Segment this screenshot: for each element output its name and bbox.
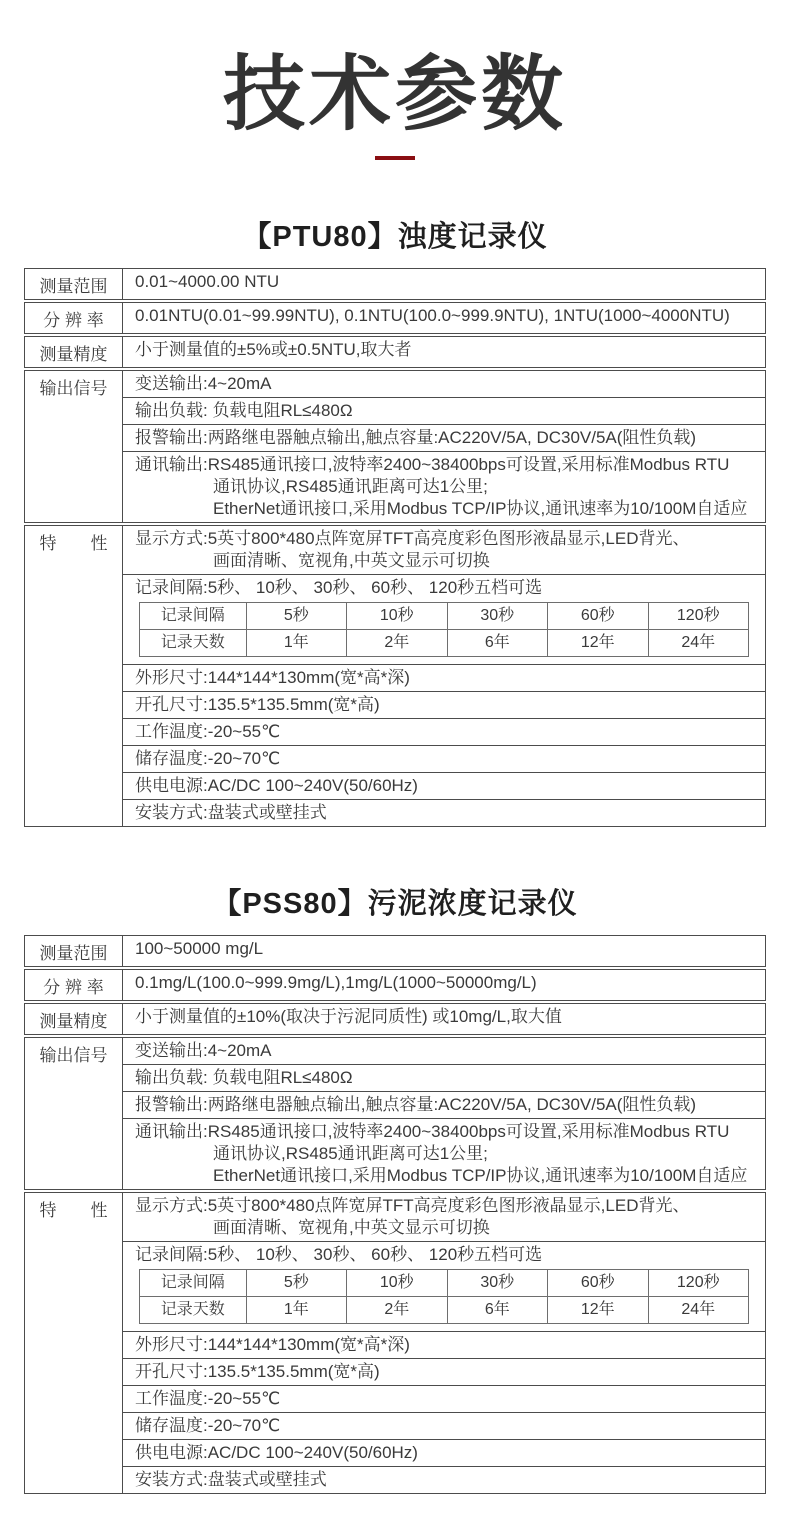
record-interval-table [139, 602, 749, 657]
spec-item [123, 1385, 765, 1412]
spec-item [123, 1358, 765, 1385]
spec-item [123, 799, 765, 826]
section-title: 【PSS80】污泥浓度记录仪 [212, 888, 578, 921]
spec-item [123, 970, 765, 996]
spec-text: 供电电源:AC/DC 100~240V(50/60Hz) [135, 776, 418, 796]
spec-text: 报警输出:两路继电器触点输出,触点容量:AC220V/5A, DC30V/5A(阻性负载) [135, 428, 697, 448]
spec-item [123, 451, 765, 522]
spec-text: 显示方式:5英寸800*480点阵宽屏TFT高亮度彩色图形液晶显示,LED背光、 [135, 529, 690, 549]
record-table-row [140, 603, 749, 630]
record-table-cell: 120秒 [648, 1270, 749, 1297]
record-table-cell: 2年 [347, 630, 447, 657]
spec-text: 0.1mg/L(100.0~999.9mg/L),1mg/L(1000~50000mg/L) [135, 973, 537, 993]
spec-item [123, 772, 765, 799]
record-table-header-cell: 记录天数 [140, 630, 247, 657]
spec-text: 输出负载: 负载电阻RL≤480Ω [135, 401, 353, 421]
spec-row-label: 测量精度 [25, 1004, 123, 1034]
record-table-cell: 2年 [347, 1297, 447, 1324]
spec-row-values [123, 970, 765, 1000]
spec-row-values [123, 1038, 765, 1189]
spec-item [123, 936, 765, 962]
spec-item [123, 1038, 765, 1064]
spec-table [24, 935, 766, 1494]
spec-item [123, 1064, 765, 1091]
spec-text: 通讯输出:RS485通讯接口,波特率2400~38400bps可设置,采用标准Modbus RTU [135, 455, 730, 475]
spec-row-values [123, 371, 765, 522]
spec-item [123, 1241, 765, 1331]
spec-item [123, 1091, 765, 1118]
record-table-cell: 6年 [447, 1297, 547, 1324]
spec-item [123, 424, 765, 451]
spec-text: 显示方式:5英寸800*480点阵宽屏TFT高亮度彩色图形液晶显示,LED背光、 [135, 1196, 690, 1216]
section-title: 【PTU80】浊度记录仪 [242, 221, 548, 254]
spec-item [123, 745, 765, 772]
spec-text: 小于测量值的±5%或±0.5NTU,取大者 [135, 340, 412, 360]
spec-text: 0.01NTU(0.01~99.99NTU), 0.1NTU(100.0~999.9NTU), 1NTU(1000~4000NTU) [135, 306, 730, 326]
record-table-cell: 1年 [246, 630, 346, 657]
spec-text: 通讯输出:RS485通讯接口,波特率2400~38400bps可设置,采用标准Modbus RTU [135, 1122, 730, 1142]
spec-item [123, 397, 765, 424]
spec-row-values [123, 269, 765, 299]
spec-text: 储存温度:-20~70℃ [135, 749, 281, 769]
spec-text: 工作温度:-20~55℃ [135, 1389, 281, 1409]
spec-text: 画面清晰、宽视角,中英文显示可切换 [213, 1218, 490, 1238]
record-table-cell: 30秒 [447, 603, 547, 630]
spec-row-label: 输出信号 [25, 371, 123, 522]
record-interval-table [139, 1269, 749, 1324]
spec-item [123, 718, 765, 745]
spec-row-values [123, 337, 765, 367]
spec-row-label: 分 辨 率 [25, 303, 123, 333]
spec-text: 输出负载: 负载电阻RL≤480Ω [135, 1068, 353, 1088]
record-table-cell: 10秒 [347, 603, 447, 630]
spec-row-label: 输出信号 [25, 1038, 123, 1189]
record-table-row [140, 1297, 749, 1324]
record-table-cell: 5秒 [246, 603, 346, 630]
record-table-cell: 10秒 [347, 1270, 447, 1297]
spec-row-label: 特 性 [25, 1193, 123, 1493]
spec-text: 记录间隔:5秒、 10秒、 30秒、 60秒、 120秒五档可选 [135, 578, 543, 598]
spec-text: 记录间隔:5秒、 10秒、 30秒、 60秒、 120秒五档可选 [135, 1245, 543, 1265]
spec-text: 供电电源:AC/DC 100~240V(50/60Hz) [135, 1443, 418, 1463]
spec-row-label: 分 辨 率 [25, 970, 123, 1000]
spec-item [123, 1193, 765, 1241]
spec-row-values [123, 1004, 765, 1034]
record-table-cell: 12年 [548, 1297, 648, 1324]
spec-text: 变送输出:4~20mA [135, 374, 272, 394]
spec-text: 工作温度:-20~55℃ [135, 722, 281, 742]
spec-text: 画面清晰、宽视角,中英文显示可切换 [213, 551, 490, 571]
spec-item [123, 691, 765, 718]
spec-text: 外形尺寸:144*144*130mm(宽*高*深) [135, 1335, 410, 1355]
record-table-cell: 60秒 [548, 1270, 648, 1297]
spec-text: 报警输出:两路继电器触点输出,触点容量:AC220V/5A, DC30V/5A(阻性负载) [135, 1095, 697, 1115]
spec-text: 0.01~4000.00 NTU [135, 272, 280, 292]
record-table-cell: 120秒 [648, 603, 749, 630]
spec-text: EtherNet通讯接口,采用Modbus TCP/IP协议,通讯速率为10/100M自适应 [213, 499, 748, 519]
spec-item [123, 1004, 765, 1030]
spec-item [123, 1466, 765, 1493]
record-table-header-cell: 记录间隔 [140, 1270, 247, 1297]
record-table-header-cell: 记录间隔 [140, 603, 247, 630]
title-divider [375, 156, 415, 160]
spec-text: 开孔尺寸:135.5*135.5mm(宽*高) [135, 695, 380, 715]
spec-row [24, 935, 766, 967]
spec-row-label: 特 性 [25, 526, 123, 826]
spec-row-label: 测量范围 [25, 936, 123, 966]
spec-row-values [123, 303, 765, 333]
spec-row [24, 302, 766, 334]
record-table-cell: 24年 [648, 630, 749, 657]
spec-row [24, 1003, 766, 1035]
spec-row [24, 336, 766, 368]
spec-item [123, 303, 765, 329]
spec-row-values [123, 1193, 765, 1493]
spec-item [123, 1331, 765, 1358]
spec-row [24, 370, 766, 523]
spec-row [24, 969, 766, 1001]
spec-text: 通讯协议,RS485通讯距离可达1公里; [213, 1144, 488, 1164]
spec-item [123, 269, 765, 295]
spec-text: 100~50000 mg/L [135, 939, 264, 959]
record-table-cell: 1年 [246, 1297, 346, 1324]
spec-row-label: 测量范围 [25, 269, 123, 299]
spec-item [123, 526, 765, 574]
spec-item [123, 371, 765, 397]
spec-item [123, 1412, 765, 1439]
spec-item [123, 1439, 765, 1466]
spec-table [24, 268, 766, 827]
record-table-cell: 6年 [447, 630, 547, 657]
record-table-cell: 60秒 [548, 603, 648, 630]
spec-text: 外形尺寸:144*144*130mm(宽*高*深) [135, 668, 410, 688]
spec-item [123, 1118, 765, 1189]
spec-row [24, 525, 766, 827]
record-table-cell: 12年 [548, 630, 648, 657]
spec-text: 安装方式:盘装式或壁挂式 [135, 803, 327, 823]
spec-text: 开孔尺寸:135.5*135.5mm(宽*高) [135, 1362, 380, 1382]
record-table-row [140, 630, 749, 657]
spec-row-label: 测量精度 [25, 337, 123, 367]
spec-text: 通讯协议,RS485通讯距离可达1公里; [213, 477, 488, 497]
record-table-cell: 30秒 [447, 1270, 547, 1297]
record-table-row [140, 1270, 749, 1297]
spec-text: EtherNet通讯接口,采用Modbus TCP/IP协议,通讯速率为10/100M自适应 [213, 1166, 748, 1186]
spec-item [123, 337, 765, 363]
product-section-pss80 [0, 881, 790, 1494]
spec-text: 安装方式:盘装式或壁挂式 [135, 1470, 327, 1490]
record-table-cell: 24年 [648, 1297, 749, 1324]
spec-row-values [123, 936, 765, 966]
spec-row [24, 1037, 766, 1190]
spec-text: 小于测量值的±10%(取决于污泥同质性) 或10mg/L,取大值 [135, 1007, 562, 1027]
record-table-cell: 5秒 [246, 1270, 346, 1297]
page-title: 技术参数 [222, 49, 567, 140]
record-table-header-cell: 记录天数 [140, 1297, 247, 1324]
spec-text: 储存温度:-20~70℃ [135, 1416, 281, 1436]
spec-row [24, 268, 766, 300]
spec-row-values [123, 526, 765, 826]
spec-item [123, 574, 765, 664]
spec-text: 变送输出:4~20mA [135, 1041, 272, 1061]
product-section-ptu80 [0, 214, 790, 827]
spec-row [24, 1192, 766, 1494]
spec-item [123, 664, 765, 691]
